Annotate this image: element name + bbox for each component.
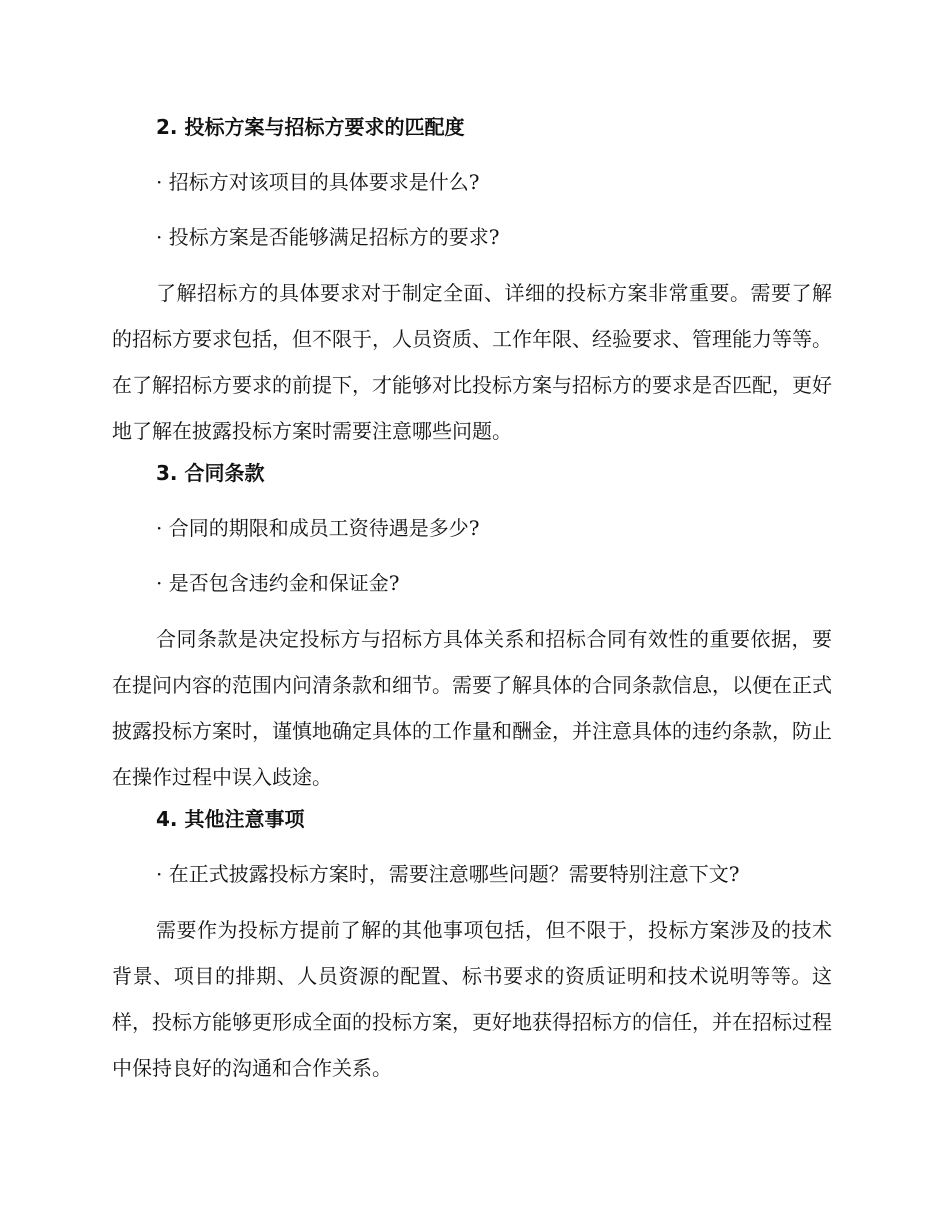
bullet-item: · 是否包含违约金和保证金? xyxy=(156,571,400,595)
body-paragraph: 了解招标方的具体要求对于制定全面、详细的投标方案非常重要。需要了解的招标方要求包括，但不限于，人员资质、工作年限、经验要求、管理能力等等。在了解招标方要求的前提下，才能够对比投标方案与招标方的要求是否匹配，更好地了解在披露投标方案时需要注意哪些问题。 xyxy=(112,281,832,443)
bullet-item: · 招标方对该项目的具体要求是什么? xyxy=(156,170,480,194)
section-heading-other: 4. 其他注意事项 xyxy=(156,807,305,831)
body-paragraph: 合同条款是决定投标方与招标方具体关系和招标合同有效性的重要依据，要在提问内容的范围内问清条款和细节。需要了解具体的合同条款信息，以便在正式披露投标方案时，谨慎地确定具体的工作量和酬金，并注意具体的违约条款，防止在操作过程中误入歧途。 xyxy=(112,627,832,789)
section-heading-contract: 3. 合同条款 xyxy=(156,461,265,485)
section-heading-matching: 2. 投标方案与招标方要求的匹配度 xyxy=(156,115,465,139)
body-paragraph: 需要作为投标方提前了解的其他事项包括，但不限于，投标方案涉及的技术背景、项目的排期、人员资源的配置、标书要求的资质证明和技术说明等等。这样，投标方能够更形成全面的投标方案，更好地获得招标方的信任，并在招标过程中保持良好的沟通和合作关系。 xyxy=(112,918,832,1080)
document-page xyxy=(112,0,832,1230)
bullet-item: · 合同的期限和成员工资待遇是多少? xyxy=(156,516,480,540)
bullet-item: · 在正式披露投标方案时，需要注意哪些问题？需要特别注意下文? xyxy=(156,862,740,886)
bullet-item: · 投标方案是否能够满足招标方的要求? xyxy=(156,225,500,249)
